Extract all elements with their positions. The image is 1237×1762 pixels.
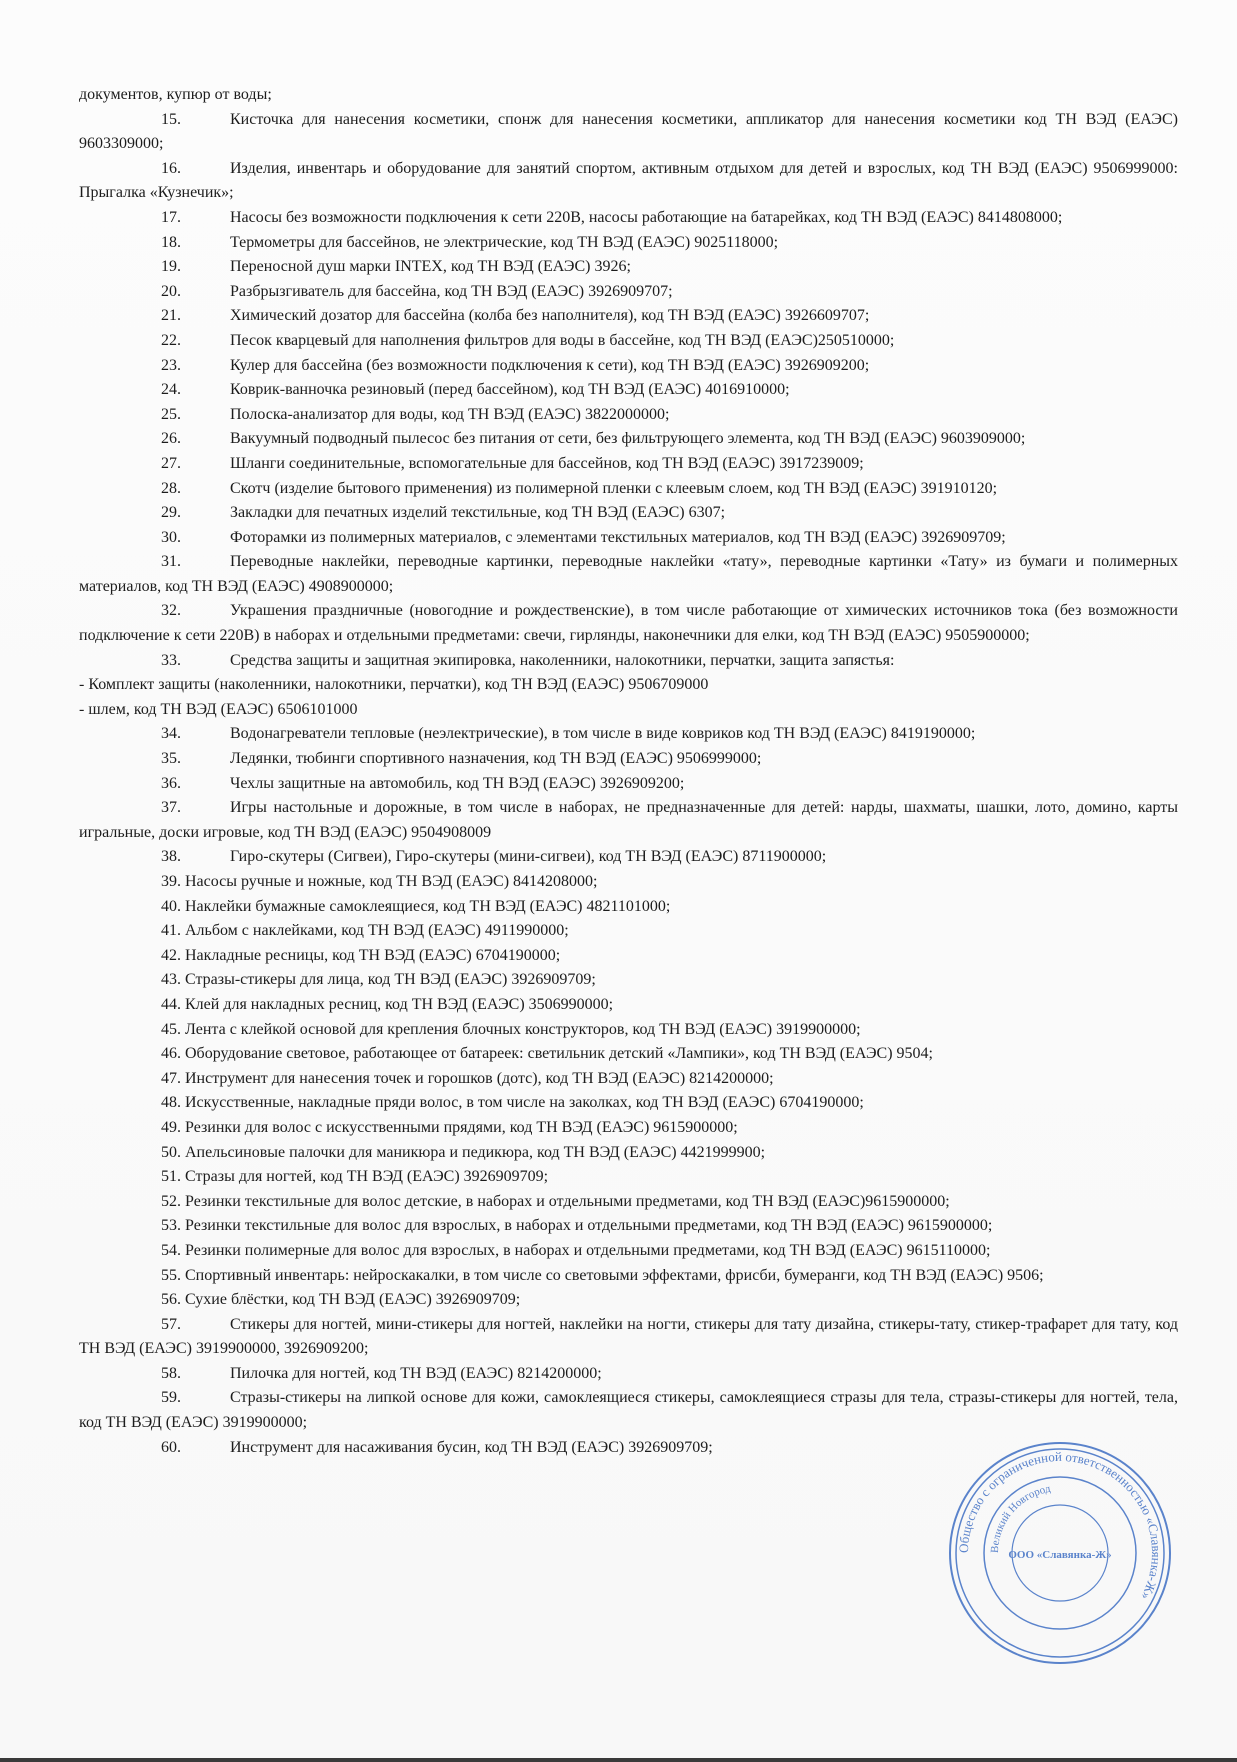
list-section-c [79,870,1178,1313]
item-number: 57. [161,1315,181,1333]
list-item: 49. Резинки для волос с искусственными прядями, код ТН ВЭД (ЕАЭС) 9615900000; [161,1118,738,1136]
intro-line [79,83,1178,108]
list-item [79,231,1178,256]
svg-text:Великий Новгород: Великий Новгород [988,1482,1052,1554]
svg-text:ООО «Славянка-Ж»: ООО «Славянка-Ж» [1008,1549,1112,1561]
item-text: Инструмент для насаживания бусин, код ТН ВЭД (ЕАЭС) 3926909709; [230,1438,713,1456]
list-item: 42. Накладные ресницы, код ТН ВЭД (ЕАЭС) 6704190000; [161,946,561,964]
list-item [79,108,1178,157]
item-text: Насосы без возможности подключения к сети 220В, насосы работающие на батарейках, код ТН ВЭД (ЕАЭС) 8414808000; [230,208,1063,226]
list-item: 46. Оборудование световое, работающее от батареек: светильник детский «Лампики», код ТН ВЭД (ЕАЭС) 9504; [161,1045,933,1063]
svg-text:Общество с ограниченной ответс: Общество с ограниченной ответственностью «Славянка-Ж» [955,1448,1165,1603]
item-number: 32. [161,602,181,620]
sub-line: - Комплект защиты (наколенники, налокотники, перчатки), код ТН ВЭД (ЕАЭС) 9506709000 [79,676,709,694]
item-number: 35. [161,750,181,768]
item-number: 30. [161,528,181,546]
item-text: Термометры для бассейнов, не электрические, код ТН ВЭД (ЕАЭС) 9025118000; [230,233,779,251]
item-number: 27. [161,454,181,472]
list-item: 51. Стразы для ногтей, код ТН ВЭД (ЕАЭС) 3926909709; [161,1168,549,1186]
list-item [79,354,1178,379]
item-number: 37. [161,799,181,817]
seal-graphic [945,1438,1175,1668]
item-number: 24. [161,381,181,399]
list-item [79,845,1178,870]
item-number: 17. [161,208,181,226]
item-text: Фоторамки из полимерных материалов, с элементами текстильных материалов, код ТН ВЭД (ЕАЭС) 3926909709; [230,528,1006,546]
list-item: 55. Спортивный инвентарь: нейроскакалки, в том числе со световыми эффектами, фрисби, бумеранги, код ТН ВЭД (ЕАЭС) 9506; [161,1266,1044,1284]
item-text: Шланги соединительные, вспомогательные для бассейнов, код ТН ВЭД (ЕАЭС) 3917239009; [230,454,864,472]
list-item: 56. Сухие блёстки, код ТН ВЭД (ЕАЭС) 3926909709; [161,1291,521,1309]
list-section-a [79,108,1178,674]
item-text: Химический дозатор для бассейна (колба без наполнителя), код ТН ВЭД (ЕАЭС) 3926609707; [230,307,870,325]
item-text: Кулер для бассейна (без возможности подключения к сети), код ТН ВЭД (ЕАЭС) 3926909200; [230,356,870,374]
list-item: 53. Резинки текстильные для волос для взрослых, в наборах и отдельными предметами, код ТН ВЭД (ЕАЭС) 9615900000; [161,1217,993,1235]
item-text: Водонагреватели тепловые (неэлектрические), в том числе в виде ковриков код ТН ВЭД (ЕАЭС) 8419190000; [230,725,976,743]
item-number: 20. [161,282,181,300]
list-item [79,157,1178,206]
list-item: 47. Инструмент для нанесения точек и горошков (дотс), код ТН ВЭД (ЕАЭС) 8214200000; [161,1069,774,1087]
list-item [79,649,1178,674]
item-text: Переносной душ марки INTEX, код ТН ВЭД (ЕАЭС) 3926; [230,258,631,276]
list-item [79,1313,1178,1362]
item-number: 36. [161,774,181,792]
item-text: Ледянки, тюбинги спортивного назначения, код ТН ВЭД (ЕАЭС) 9506999000; [230,750,762,768]
list-item [79,599,1178,648]
list-item [79,1386,1178,1435]
list-item [79,206,1178,231]
item-number: 31. [161,553,181,571]
item-number: 22. [161,331,181,349]
item-number: 15. [161,110,181,128]
item-number: 23. [161,356,181,374]
item-number: 59. [161,1389,181,1407]
item-text: Кисточка для нанесения косметики, спонж для нанесения косметики, аппликатор для нанесения косметики код ТН ВЭД (ЕАЭС) 9603309000; [79,110,1178,153]
item-text: Чехлы защитные на автомобиль, код ТН ВЭД (ЕАЭС) 3926909200; [230,774,685,792]
item-text: Переводные наклейки, переводные картинки, переводные наклейки «тату», переводные картинки «Тату» из бумаги и полимерных материалов, код ТН ВЭД (ЕАЭС) 4908900000; [79,553,1178,595]
item-number: 16. [161,159,181,177]
item-number: 21. [161,307,181,325]
item-text: Полоска-анализатор для воды, код ТН ВЭД (ЕАЭС) 3822000000; [230,405,670,423]
list-item: 52. Резинки текстильные для волос детские, в наборах и отдельными предметами, код ТН ВЭД (ЕАЭС)9615900000; [161,1192,950,1210]
list-item: 43. Стразы-стикеры для лица, код ТН ВЭД (ЕАЭС) 3926909709; [161,971,596,989]
list-item [79,747,1178,772]
item-number: 38. [161,848,181,866]
list-item [79,329,1178,354]
list-item [79,722,1178,747]
list-section-b [79,722,1178,870]
item-text: Игры настольные и дорожные, в том числе в наборах, не предназначенные для детей: нарды, шахматы, шашки, лото, домино, карты игральные, доски игровые, код ТН ВЭД (ЕАЭС) 9504908009 [79,799,1178,841]
item-number: 60. [161,1438,181,1456]
list-item [79,501,1178,526]
list-item: 45. Лента с клейкой основой для крепления блочных конструкторов, код ТН ВЭД (ЕАЭС) 3919900000; [161,1020,861,1038]
list-item [79,550,1178,599]
list-item: 54. Резинки полимерные для волос для взрослых, в наборах и отдельными предметами, код ТН ВЭД (ЕАЭС) 9615110000; [161,1241,991,1259]
item-text: Гиро-скутеры (Сигвеи), Гиро-скутеры (мини-сигвеи), код ТН ВЭД (ЕАЭС) 8711900000; [230,848,827,866]
item-text: Украшения праздничные (новогодние и рождественские), в том числе работающие от химических источников тока (без возможности подключение к сети 220В) в наборах и отдельными предметами: свечи, гирлянды, наконечники для елки, код ТН ВЭД (ЕАЭС) 9505900000; [79,602,1178,645]
list-item: 39. Насосы ручные и ножные, код ТН ВЭД (ЕАЭС) 8414208000; [161,873,598,890]
item-text: Средства защиты и защитная экипировка, наколенники, налокотники, перчатки, защита запястья: [230,651,895,669]
item-number: 34. [161,725,181,743]
item-number: 18. [161,233,181,251]
list-item [79,796,1178,845]
item-number: 19. [161,258,181,276]
item-text: Пилочка для ногтей, код ТН ВЭД (ЕАЭС) 8214200000; [230,1364,602,1382]
intro-text: документов, купюр от воды; [79,86,272,103]
sub-line: - шлем, код ТН ВЭД (ЕАЭС) 6506101000 [79,700,358,718]
list-item [79,255,1178,280]
item-number: 25. [161,405,181,423]
item-text: Закладки для печатных изделий текстильные, код ТН ВЭД (ЕАЭС) 6307; [230,504,726,522]
list-item [79,477,1178,502]
list-item [79,304,1178,329]
item-text: Разбрызгиватель для бассейна, код ТН ВЭД (ЕАЭС) 3926909707; [230,282,673,300]
item-text: Песок кварцевый для наполнения фильтров для воды в бассейне, код ТН ВЭД (ЕАЭС)250510000; [230,331,895,349]
item-text: Скотч (изделие бытового применения) из полимерной пленки с клеевым слоем, код ТН ВЭД (ЕАЭС) 391910120; [230,479,998,497]
item-text: Вакуумный подводный пылесос без питания от сети, без фильтрующего элемента, код ТН ВЭД (ЕАЭС) 9603909000; [230,430,1026,448]
item-number: 26. [161,430,181,448]
list-item: 44. Клей для накладных ресниц, код ТН ВЭД (ЕАЭС) 3506990000; [161,995,614,1013]
list-item: 41. Альбом с наклейками, код ТН ВЭД (ЕАЭС) 4911990000; [161,922,569,940]
list-item [79,378,1178,403]
item-text: Стразы-стикеры на липкой основе для кожи, самоклеящиеся стикеры, самоклеящиеся стразы для тела, стразы-стикеры для ногтей, тела, код ТН ВЭД (ЕАЭС) 3919900000; [79,1389,1178,1432]
scan-edge [0,1758,1237,1762]
company-seal [945,1438,1175,1668]
item-text: Изделия, инвентарь и оборудование для занятий спортом, активным отдыхом для детей и взрослых, код ТН ВЭД (ЕАЭС) 9506999000: Прыгалка «Кузнечик»; [79,159,1178,202]
item-number: 29. [161,504,181,522]
item-text: Коврик-ванночка резиновый (перед бассейном), код ТН ВЭД (ЕАЭС) 4016910000; [230,381,790,399]
list-item: 50. Апельсиновые палочки для маникюра и педикюра, код ТН ВЭД (ЕАЭС) 4421999900; [161,1143,766,1161]
list-item [79,403,1178,428]
list-item [79,427,1178,452]
item-number: 33. [161,651,181,669]
item-number: 58. [161,1364,181,1382]
list-item [79,452,1178,477]
item-text: Стикеры для ногтей, мини-стикеры для ногтей, наклейки на ногти, стикеры для тату дизайна, стикеры-тату, стикер-трафарет для тату, код ТН ВЭД (ЕАЭС) 3919900000, 3926909200; [79,1315,1178,1358]
list-item [79,280,1178,305]
list-item [79,526,1178,551]
list-item: 40. Наклейки бумажные самоклеящиеся, код ТН ВЭД (ЕАЭС) 4821101000; [161,897,671,915]
document-body [79,83,1178,1460]
list-item [79,772,1178,797]
sub-lines [79,673,1178,722]
list-item [79,1362,1178,1387]
item-number: 28. [161,479,181,497]
list-item: 48. Искусственные, накладные пряди волос, в том числе на заколках, код ТН ВЭД (ЕАЭС) 6704190000; [161,1094,864,1112]
